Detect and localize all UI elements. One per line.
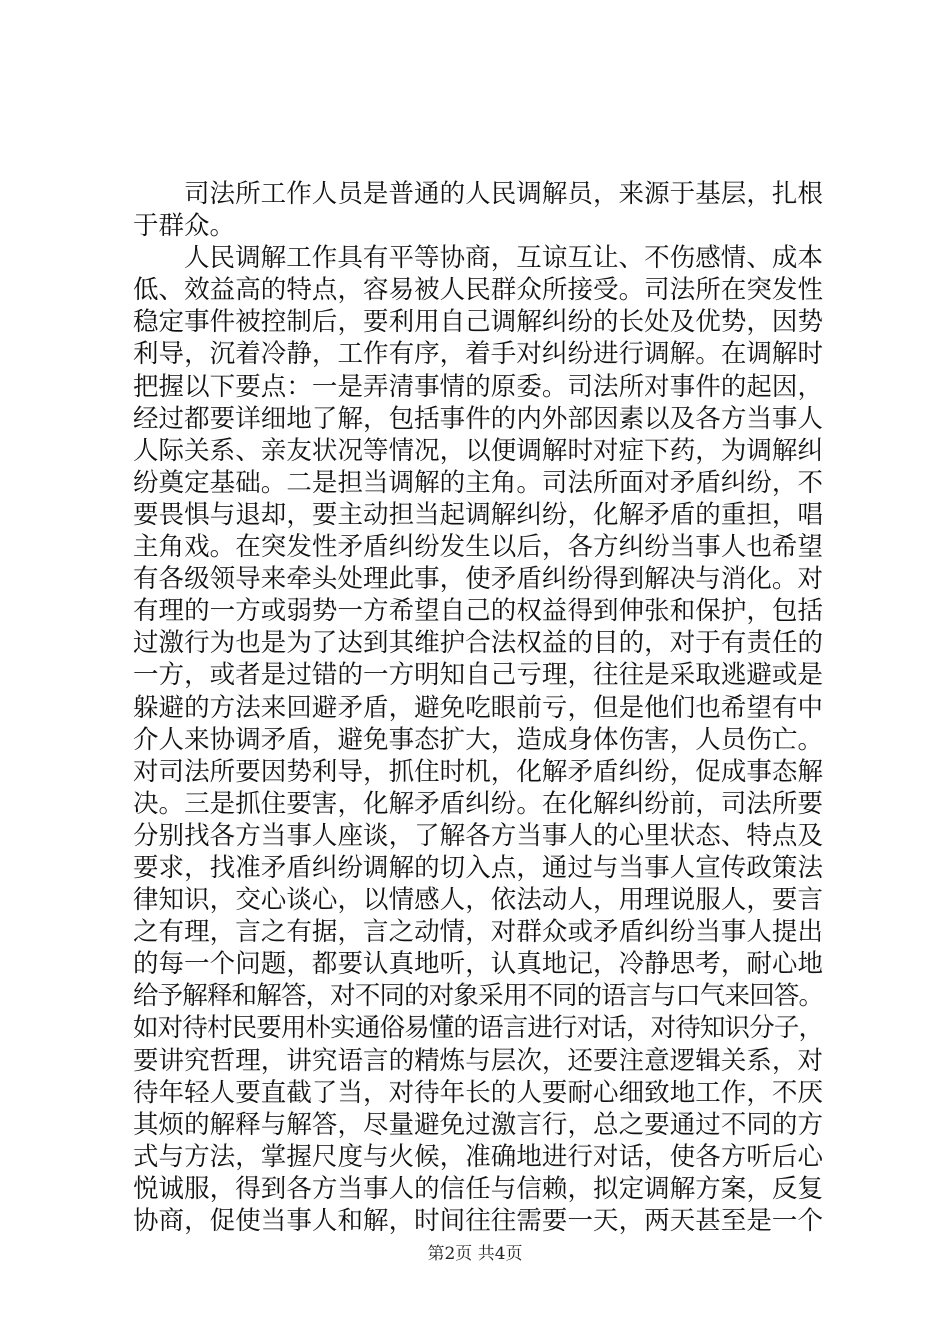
text-line: 悦诚服，得到各方当事人的信任与信赖，拟定调解方案，反复 [133,1173,823,1204]
text-line: 于群众。 [133,211,236,242]
text-line: 利导，沉着冷静，工作有序，着手对纠纷进行调解。在调解时 [133,339,823,370]
text-line: 经过都要详细地了解，包括事件的内外部因素以及各方当事人 [133,403,823,434]
text-line: 的每一个问题，都要认真地听，认真地记，冷静思考，耐心地 [133,949,823,980]
text-line: 稳定事件被控制后，要利用自己调解纠纷的长处及优势，因势 [133,307,823,338]
text-line: 之有理，言之有据，言之动情，对群众或矛盾纠纷当事人提出 [133,917,823,948]
text-line: 躲避的方法来回避矛盾，避免吃眼前亏，但是他们也希望有中 [133,692,823,723]
text-line: 人际关系、亲友状况等情况，以便调解时对症下药，为调解纠 [133,435,823,466]
document-body [133,178,823,1237]
text-line: 要畏惧与退却，要主动担当起调解纠纷，化解矛盾的重担，唱 [133,499,823,530]
text-line: 要求，找准矛盾纠纷调解的切入点，通过与当事人宣传政策法 [133,852,823,883]
text-line: 给予解释和解答，对不同的对象采用不同的语言与口气来回答。 [133,981,823,1012]
text-line: 有理的一方或弱势一方希望自己的权益得到伸张和保护，包括 [133,596,823,627]
text-line: 要讲究哲理，讲究语言的精炼与层次，还要注意逻辑关系，对 [133,1045,823,1076]
page-number: 第2页 共4页 [427,1244,523,1264]
text-line: 式与方法，掌握尺度与火候，准确地进行对话，使各方听后心 [133,1141,823,1172]
text-line: 人民调解工作具有平等协商，互谅互让、不伤感情、成本 [184,243,823,274]
text-line: 协商，促使当事人和解，时间往往需要一天，两天甚至是一个 [133,1206,823,1236]
text-line: 如对待村民要用朴实通俗易懂的语言进行对话，对待知识分子， [133,1013,823,1044]
text-line: 司法所工作人员是普通的人民调解员，来源于基层，扎根 [184,179,823,209]
text-line: 律知识，交心谈心，以情感人，依法动人，用理说服人，要言 [133,885,823,916]
text-line: 有各级领导来牵头处理此事，使矛盾纠纷得到解决与消化。对 [133,564,823,595]
text-line: 分别找各方当事人座谈，了解各方当事人的心里状态、特点及 [133,820,823,851]
text-line: 过激行为也是为了达到其维护合法权益的目的，对于有责任的 [133,628,823,659]
text-line: 介人来协调矛盾，避免事态扩大，造成身体伤害，人员伤亡。 [133,724,823,755]
text-line: 主角戏。在突发性矛盾纠纷发生以后，各方纠纷当事人也希望 [133,532,823,563]
text-line: 待年轻人要直截了当，对待年长的人要耐心细致地工作，不厌 [133,1077,823,1108]
text-line: 低、效益高的特点，容易被人民群众所接受。司法所在突发性 [133,275,823,306]
text-line: 把握以下要点：一是弄清事情的原委。司法所对事件的起因， [133,371,823,402]
text-line: 对司法所要因势利导，抓住时机，化解矛盾纠纷，促成事态解 [133,756,823,787]
text-line: 决。三是抓住要害，化解矛盾纠纷。在化解纠纷前，司法所要 [133,788,823,819]
text-line: 一方，或者是过错的一方明知自己亏理，往往是采取逃避或是 [133,660,823,691]
text-line: 纷奠定基础。二是担当调解的主角。司法所面对矛盾纠纷，不 [133,467,823,498]
text-line: 其烦的解释与解答，尽量避免过激言行，总之要通过不同的方 [133,1109,823,1140]
